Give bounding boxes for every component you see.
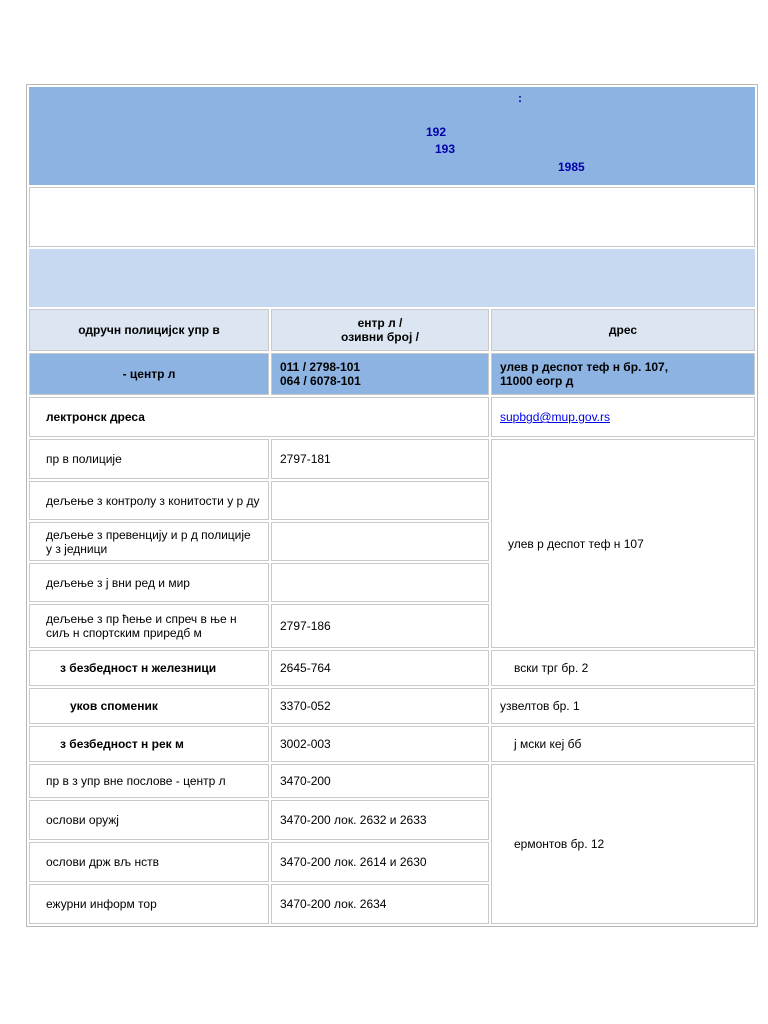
unit-address: ј мски кеј бб (491, 726, 755, 762)
unit-phone (271, 522, 489, 561)
header-line-2: 192 (426, 125, 447, 139)
unit-name: ежурни информ тор (29, 884, 269, 924)
header-band (29, 87, 755, 185)
unit-name: з безбедност н рек м (29, 726, 269, 762)
blank-row (29, 187, 755, 247)
unit-phone: 3370-052 (271, 688, 489, 724)
table-row (29, 439, 755, 479)
email-label: лектронск дреса (29, 397, 489, 437)
table-row (29, 650, 755, 686)
column-header-row (29, 309, 755, 351)
light-band-row (29, 249, 755, 307)
unit-phone: 2797-181 (271, 439, 489, 479)
col-header-unit: одручн полицијск упр в (29, 309, 269, 351)
table-row (29, 688, 755, 724)
email-link[interactable]: supbgd@mup.gov.rs (500, 410, 611, 424)
header-row (29, 87, 755, 185)
central-row (29, 353, 755, 395)
unit-phone: 3002-003 (271, 726, 489, 762)
unit-name: пр в полиције (29, 439, 269, 479)
table-row (29, 764, 755, 798)
central-address-line2: 11000 еогр д (500, 374, 574, 388)
email-cell (491, 397, 755, 437)
unit-phone: 2645-764 (271, 650, 489, 686)
central-address-line1: улев р деспот теф н бр. 107, (500, 360, 669, 374)
email-row (29, 397, 755, 437)
unit-name: пр в з упр вне послове - центр л (29, 764, 269, 798)
unit-name: дељење з превенцију и р д полиције у з једници (29, 522, 269, 561)
group-address-2: ермонтов бр. 12 (491, 764, 755, 924)
group-address-1: улев р деспот теф н 107 (491, 439, 755, 648)
col-header-phone (271, 309, 489, 351)
unit-phone: 3470-200 (271, 764, 489, 798)
unit-phone: 2797-186 (271, 604, 489, 648)
central-phone-1: 011 / 2798-101 (280, 360, 361, 374)
unit-phone (271, 481, 489, 520)
unit-phone: 3470-200 лок. 2634 (271, 884, 489, 924)
unit-name: ослови оружј (29, 800, 269, 840)
unit-phone: 3470-200 лок. 2614 и 2630 (271, 842, 489, 882)
unit-name: ослови држ вљ нств (29, 842, 269, 882)
col-header-phone-line2: озивни број / (341, 330, 419, 344)
header-line-4: 1985 (558, 160, 585, 174)
central-name: - центр л (29, 353, 269, 395)
unit-name: дељење з ј вни ред и мир (29, 563, 269, 602)
central-phone (271, 353, 489, 395)
light-band-cell (29, 249, 755, 307)
unit-phone: 3470-200 лок. 2632 и 2633 (271, 800, 489, 840)
central-phone-2: 064 / 6078-101 (280, 374, 361, 388)
unit-phone (271, 563, 489, 602)
col-header-phone-line1: ентр л / (357, 316, 403, 330)
header-line-1: : (518, 91, 522, 105)
table-row (29, 726, 755, 762)
unit-name: уков споменик (29, 688, 269, 724)
col-header-address: дрес (491, 309, 755, 351)
header-line-3: 193 (435, 142, 456, 156)
police-directory-table (26, 84, 758, 927)
document-container (26, 84, 754, 927)
unit-name: з безбедност н железници (29, 650, 269, 686)
unit-address: узвелтов бр. 1 (491, 688, 755, 724)
unit-name: дељење з пр ћење и спреч в ње н сиљ н спортским приредб м (29, 604, 269, 648)
blank-cell (29, 187, 755, 247)
unit-name: дељење з контролу з конитости у р ду (29, 481, 269, 520)
unit-address: вски трг бр. 2 (491, 650, 755, 686)
central-address (491, 353, 755, 395)
